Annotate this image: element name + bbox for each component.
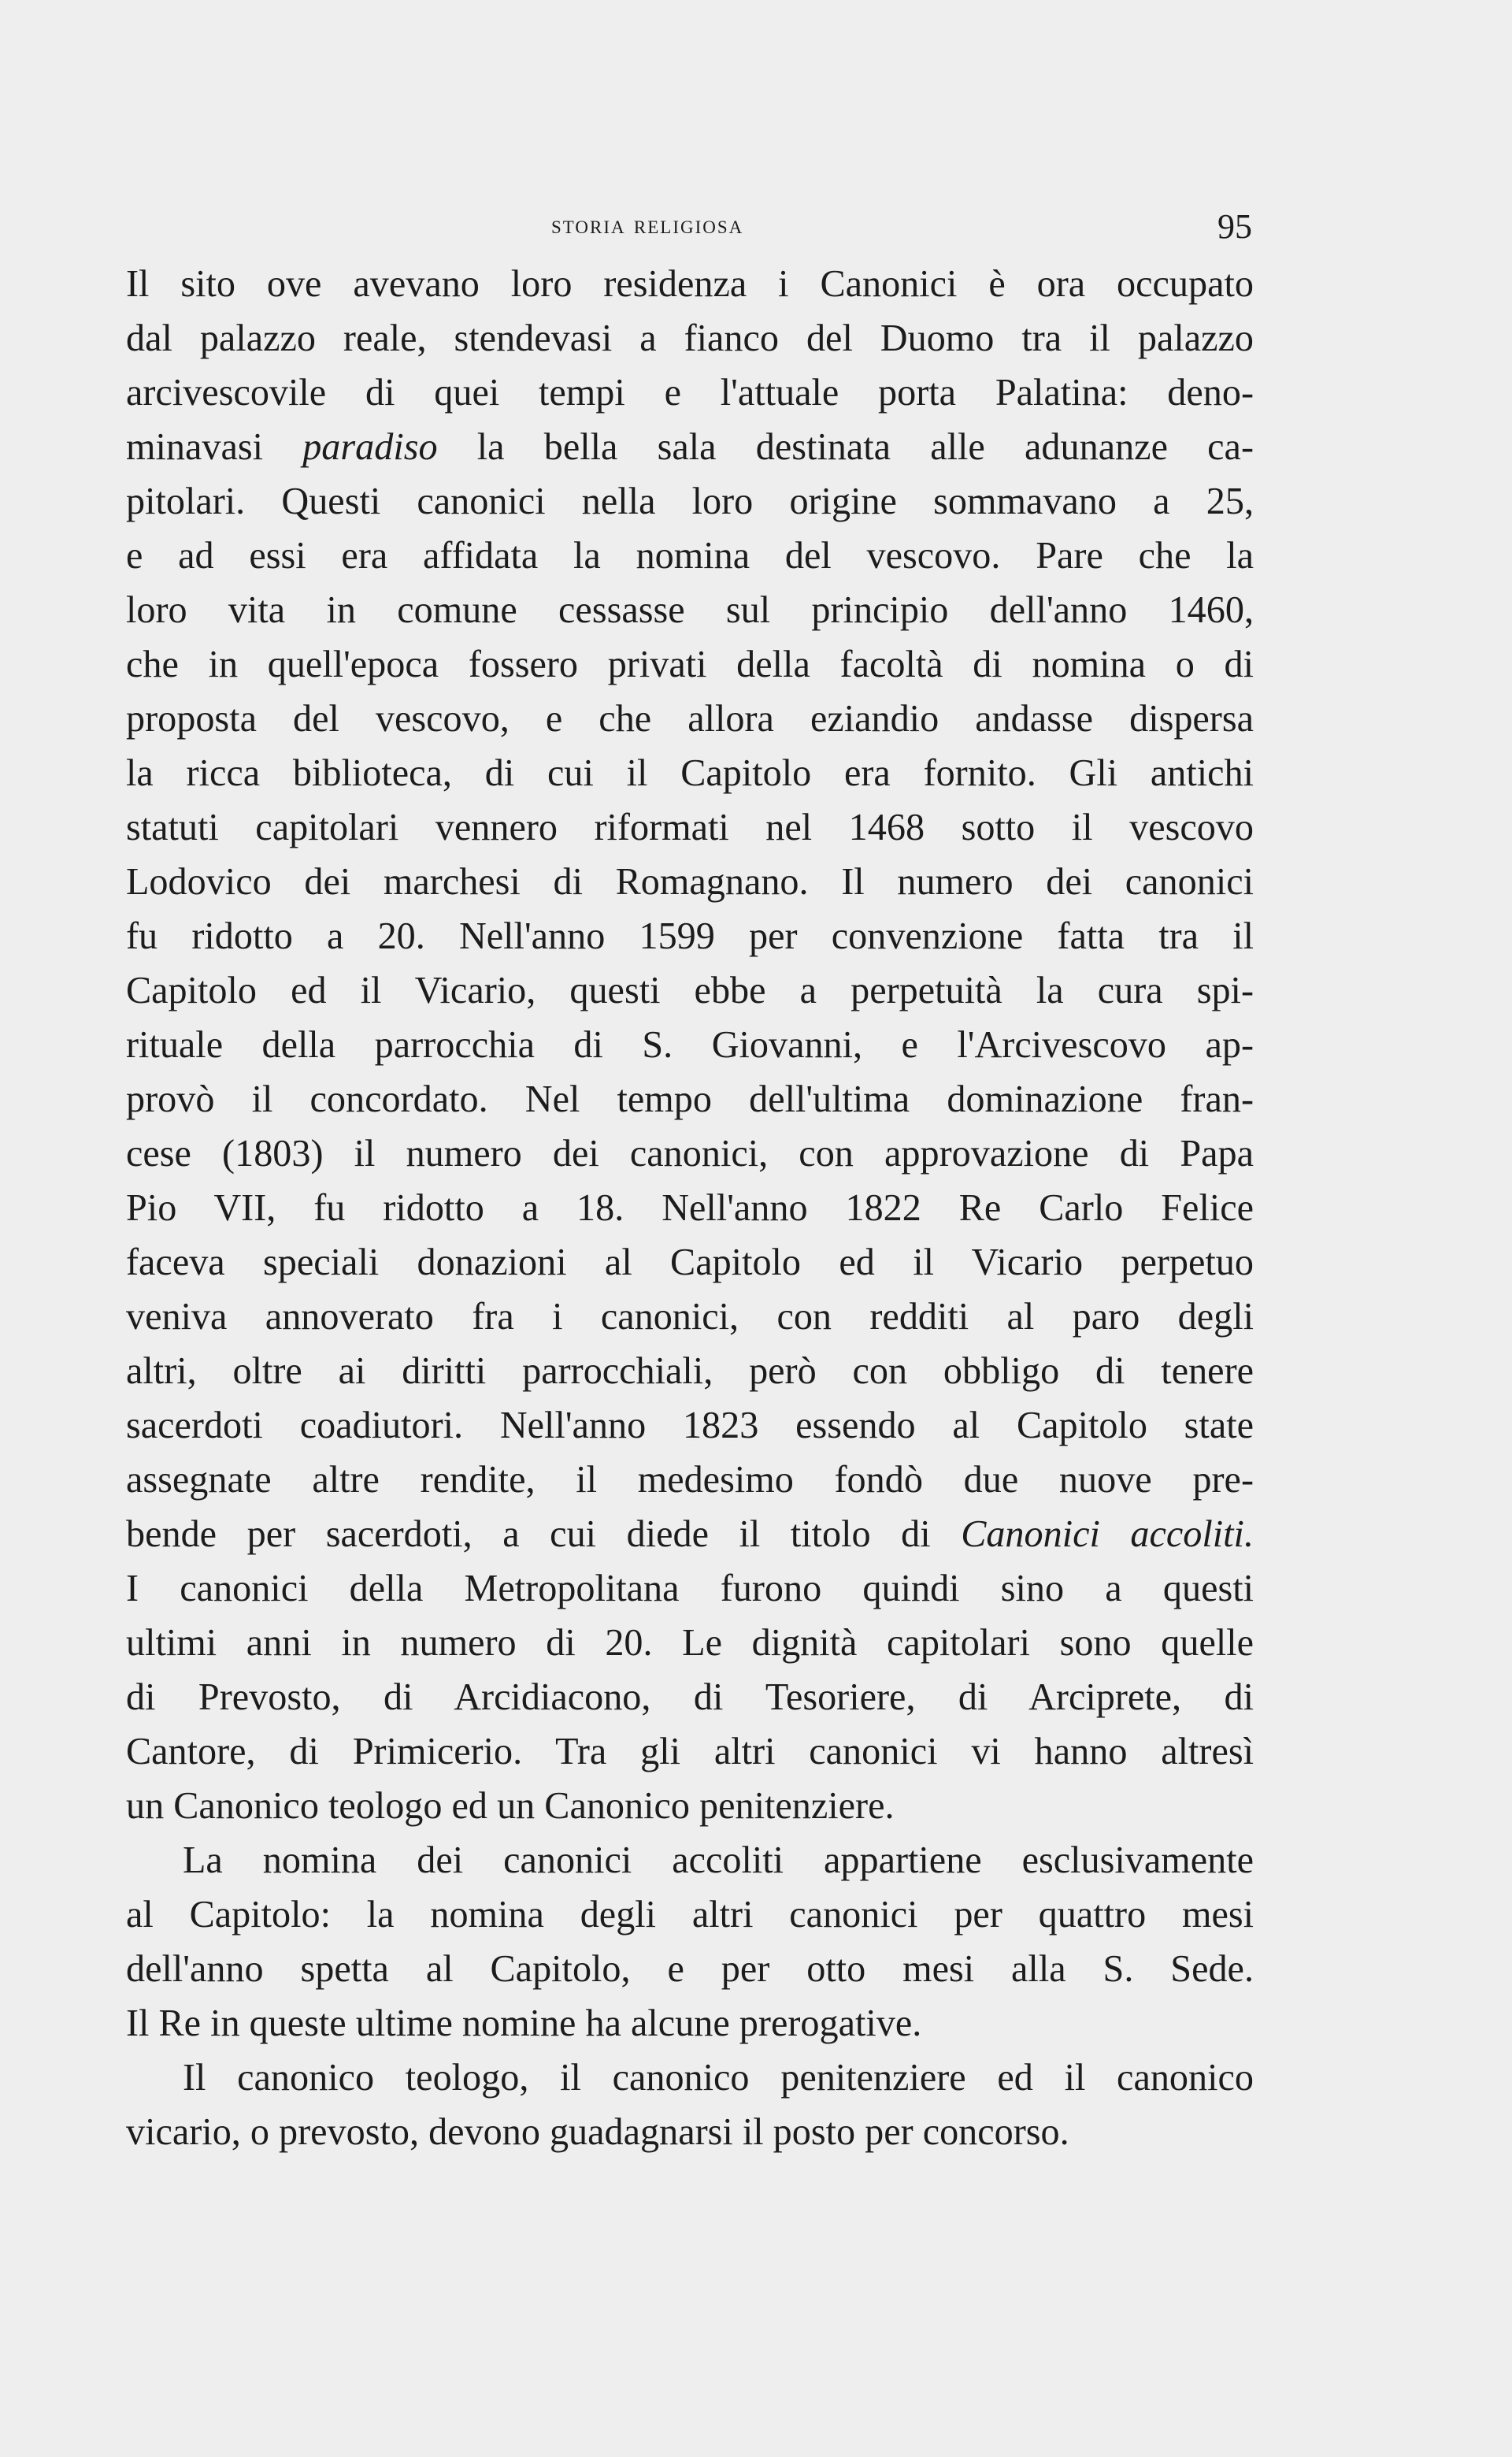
text-line: e ad essi era affidata la nomina del vescovo. Pare che la xyxy=(126,535,1254,577)
text-line: dal palazzo reale, stendevasi a fianco del Duomo tra il palazzo xyxy=(126,317,1254,359)
text-line: cese (1803) il numero dei canonici, con approvazione di Papa xyxy=(126,1133,1254,1175)
italic-word: Canonici accoliti. xyxy=(961,1513,1254,1555)
text-line: loro vita in comune cessasse sul principio dell'anno 1460, xyxy=(126,589,1254,631)
page-header xyxy=(126,206,1254,246)
text-line: provò il concordato. Nel tempo dell'ultima dominazione fran- xyxy=(126,1078,1254,1120)
text-line: vicario, o prevosto, devono guadagnarsi il posto per concorso. xyxy=(126,2111,1069,2153)
running-head: storia religiosa xyxy=(551,211,744,239)
text-line: la ricca biblioteca, di cui il Capitolo era fornito. Gli antichi xyxy=(126,752,1254,794)
text-line: faceva speciali donazioni al Capitolo ed il Vicario perpetuo xyxy=(126,1241,1254,1283)
text-line: un Canonico teologo ed un Canonico penitenziere. xyxy=(126,1785,895,1827)
text-line: di Prevosto, di Arcidiacono, di Tesoriere, di Arciprete, di xyxy=(126,1676,1254,1718)
text-line: Il sito ove avevano loro residenza i Canonici è ora occupato xyxy=(126,263,1254,305)
text-line: arcivescovile di quei tempi e l'attuale porta Palatina: deno- xyxy=(126,372,1254,414)
text-line: La nomina dei canonici accoliti appartiene esclusivamente xyxy=(183,1839,1254,1881)
italic-word: paradiso xyxy=(302,426,438,468)
text-line: altri, oltre ai diritti parrocchiali, però con obbligo di tenere xyxy=(126,1350,1254,1392)
text-line: pitolari. Questi canonici nella loro origine sommavano a 25, xyxy=(126,481,1254,522)
text-line: al Capitolo: la nomina degli altri canonici per quattro mesi xyxy=(126,1894,1254,1936)
text-line: Lodovico dei marchesi di Romagnano. Il numero dei canonici xyxy=(126,861,1254,903)
text-line: Il Re in queste ultime nomine ha alcune prerogative. xyxy=(126,2002,922,2044)
text-line: dell'anno spetta al Capitolo, e per otto mesi alla S. Sede. xyxy=(126,1948,1254,1990)
text-line: Pio VII, fu ridotto a 18. Nell'anno 1822 Re Carlo Felice xyxy=(126,1187,1254,1229)
text-line: I canonici della Metropolitana furono quindi sino a questi xyxy=(126,1568,1254,1609)
text-line: che in quell'epoca fossero privati della facoltà di nomina o di xyxy=(126,644,1254,685)
text-line: Cantore, di Primicerio. Tra gli altri canonici vi hanno altresì xyxy=(126,1731,1254,1772)
text-line: sacerdoti coadiutori. Nell'anno 1823 essendo al Capitolo state xyxy=(126,1405,1254,1446)
page-number: 95 xyxy=(1217,207,1252,246)
text-line: statuti capitolari vennero riformati nel 1468 sotto il vescovo xyxy=(126,807,1254,848)
text-line: proposta del vescovo, e che allora eziandio andasse dispersa xyxy=(126,698,1254,740)
text-line: rituale della parrocchia di S. Giovanni, e l'Arcivescovo ap- xyxy=(126,1024,1254,1066)
text-line: ultimi anni in numero di 20. Le dignità capitolari sono quelle xyxy=(126,1622,1254,1664)
text-line: Capitolo ed il Vicario, questi ebbe a perpetuità la cura spi- xyxy=(126,970,1254,1011)
text-line: assegnate altre rendite, il medesimo fondò due nuove pre- xyxy=(126,1459,1254,1501)
text-line: bende per sacerdoti, a cui diede il titolo di Canonici accoliti. xyxy=(126,1513,1254,1555)
text-line: fu ridotto a 20. Nell'anno 1599 per convenzione fatta tra il xyxy=(126,915,1254,957)
text-line: Il canonico teologo, il canonico penitenziere ed il canonico xyxy=(183,2057,1254,2099)
text-line: veniva annoverato fra i canonici, con redditi al paro degli xyxy=(126,1296,1254,1338)
text-line: minavasi paradiso la bella sala destinata alle adunanze ca- xyxy=(126,426,1254,468)
body-text xyxy=(126,257,1254,2159)
